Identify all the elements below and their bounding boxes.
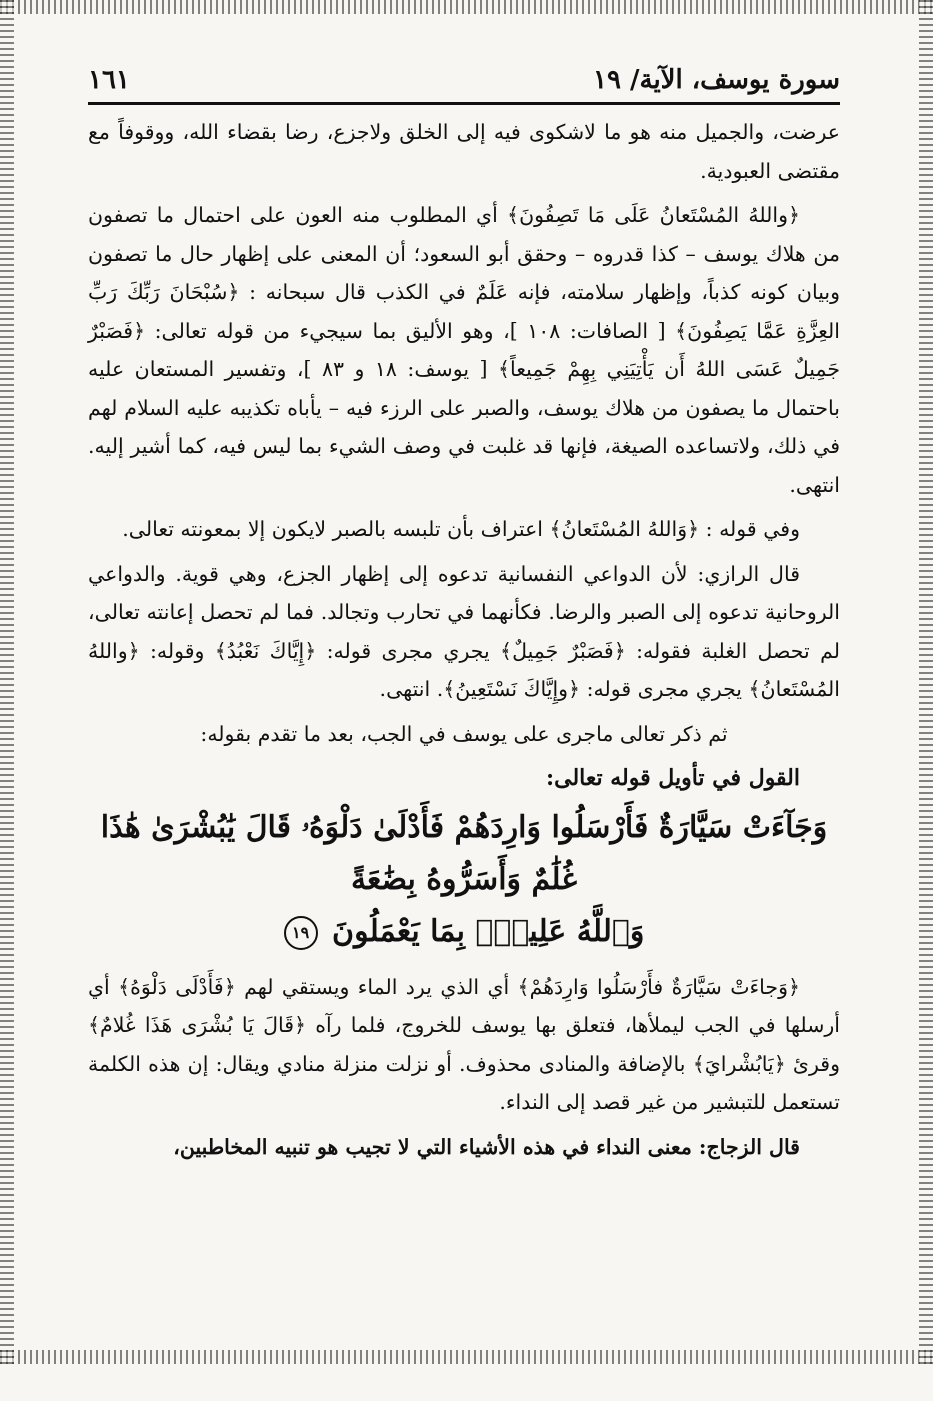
page-border-top: [0, 0, 933, 14]
page-header: [88, 58, 840, 105]
tafsir-paragraph-2: قال الزجاج: معنى النداء في هذه الأشياء التي لا تجيب هو تنبيه المخاطبين،: [173, 1134, 800, 1159]
verse-line-2-text: وَٱللَّهُ عَلِيمٌۢ بِمَا يَعْمَلُونَ: [332, 913, 645, 949]
page-border-right: [919, 0, 933, 1364]
paragraph-1: عرضت، والجميل منه هو ما لاشكوى فيه إلى الخلق ولاجزع، رضا بقضاء الله، ووقوفاً مع مقتضى العبودية.: [88, 120, 840, 183]
paragraph-5: ثم ذكر تعالى ماجرى على يوسف في الجب، بعد ما تقدم بقوله:: [200, 721, 728, 746]
page-border-left: [0, 0, 14, 1364]
paragraph-3: وفي قوله : ﴿وَاللهُ المُسْتَعانُ﴾ اعتراف بأن تلبسه بالصبر لايكون إلا بمعونته تعالى.: [122, 517, 800, 541]
running-title: سورة يوسف، الآية/ ١٩: [593, 65, 840, 95]
quran-verse: [88, 802, 840, 958]
page-content: [88, 113, 840, 1166]
paragraph-4: قال الرازي: لأن الدواعي النفسانية تدعوه إلى إظهار الجزع، وهي قوية. والدواعي الروحانية تدعوه إلى الصبر والرضا. فكأنهما في تحارب وتجالد. فما لم تحصل إعانته تعالى، لم تحصل الغلبة فقوله: ﴿فَصَبْرٌ جَمِيلٌ﴾ يجري مجرى قوله: ﴿إِيَّاكَ نَعْبُدُ﴾ وقوله: ﴿واللهُ المُسْتَعانُ﴾ يجري مجرى قوله: ﴿وإِيَّاكَ نَسْتَعِينُ﴾. انتهى.: [88, 561, 840, 701]
page-border-bottom: [0, 1350, 933, 1364]
tafsir-paragraph-1: ﴿وَجاءَتْ سَيَّارَةٌ فأَرْسَلُوا وَارِدَهُمْ﴾ أي الذي يرد الماء ويستقي لهم ﴿فَأَدْلَى دَلْوَهُ﴾ أي أرسلها في الجب ليملأها، فتعلق بها يوسف للخروج، فلما رآه ﴿قَالَ يَا بُشْرَى هَذَا غُلامٌ﴾ وقرئ ﴿يَابُشْرايَ﴾ بالإضافة والمنادى محذوف. أو نزلت منزلة منادي ويقال: إن هذه الكلمة تستعمل للتبشير من غير قصد إلى النداء.: [88, 974, 840, 1114]
section-heading: القول في تأويل قوله تعالى:: [546, 765, 800, 791]
verse-line-2: [88, 906, 840, 958]
ayah-number-icon: ١٩: [284, 916, 318, 950]
paragraph-2: ﴿واللهُ المُسْتَعانُ عَلَى مَا تَصِفُونَ﴾ أي المطلوب منه العون على احتمال ما تصفون من هلاك يوسف – كذا قدروه – وحقق أبو السعود؛ أن المعنى على إظهار حال ما تصفون وبيان كونه كذباً، وإظهار سلامته، فإنه عَلَمٌ في الكذب قال سبحانه : ﴿سُبْحَانَ رَبِّكَ رَبِّ العِزَّةِ عَمَّا يَصِفُونَ﴾ [ الصافات: ١٠٨ ]، وهو الأليق بما سيجيء من قوله تعالى: ﴿فَصَبْرٌ جَمِيلٌ عَسَى اللهُ أَن يَأْتِيَنِي بِهِمْ جَمِيعاً﴾ [ يوسف: ١٨ و ٨٣ ]، وتفسير المستعان عليه باحتمال ما يصفون من هلاك يوسف، والصبر على الرزء فيه – يأباه تكذيبه عليه السلام لهم في ذلك، ولاتساعده الصيغة، فإنها قد غلبت في وصف الشيء بما ليس فيه، كما أشير إليه. انتهى.: [88, 203, 841, 497]
verse-line-1: وَجَآءَتْ سَيَّارَةٌ فَأَرْسَلُوا وَارِدَهُمْ فَأَدْلَىٰ دَلْوَهُۥ قَالَ يَٰبُشْرَىٰ هَٰذَا غُلَٰمٌ وَأَسَرُّوهُ بِضَٰعَةً: [100, 809, 828, 897]
page-number: ١٦١: [88, 65, 130, 95]
book-page: [88, 58, 840, 1172]
